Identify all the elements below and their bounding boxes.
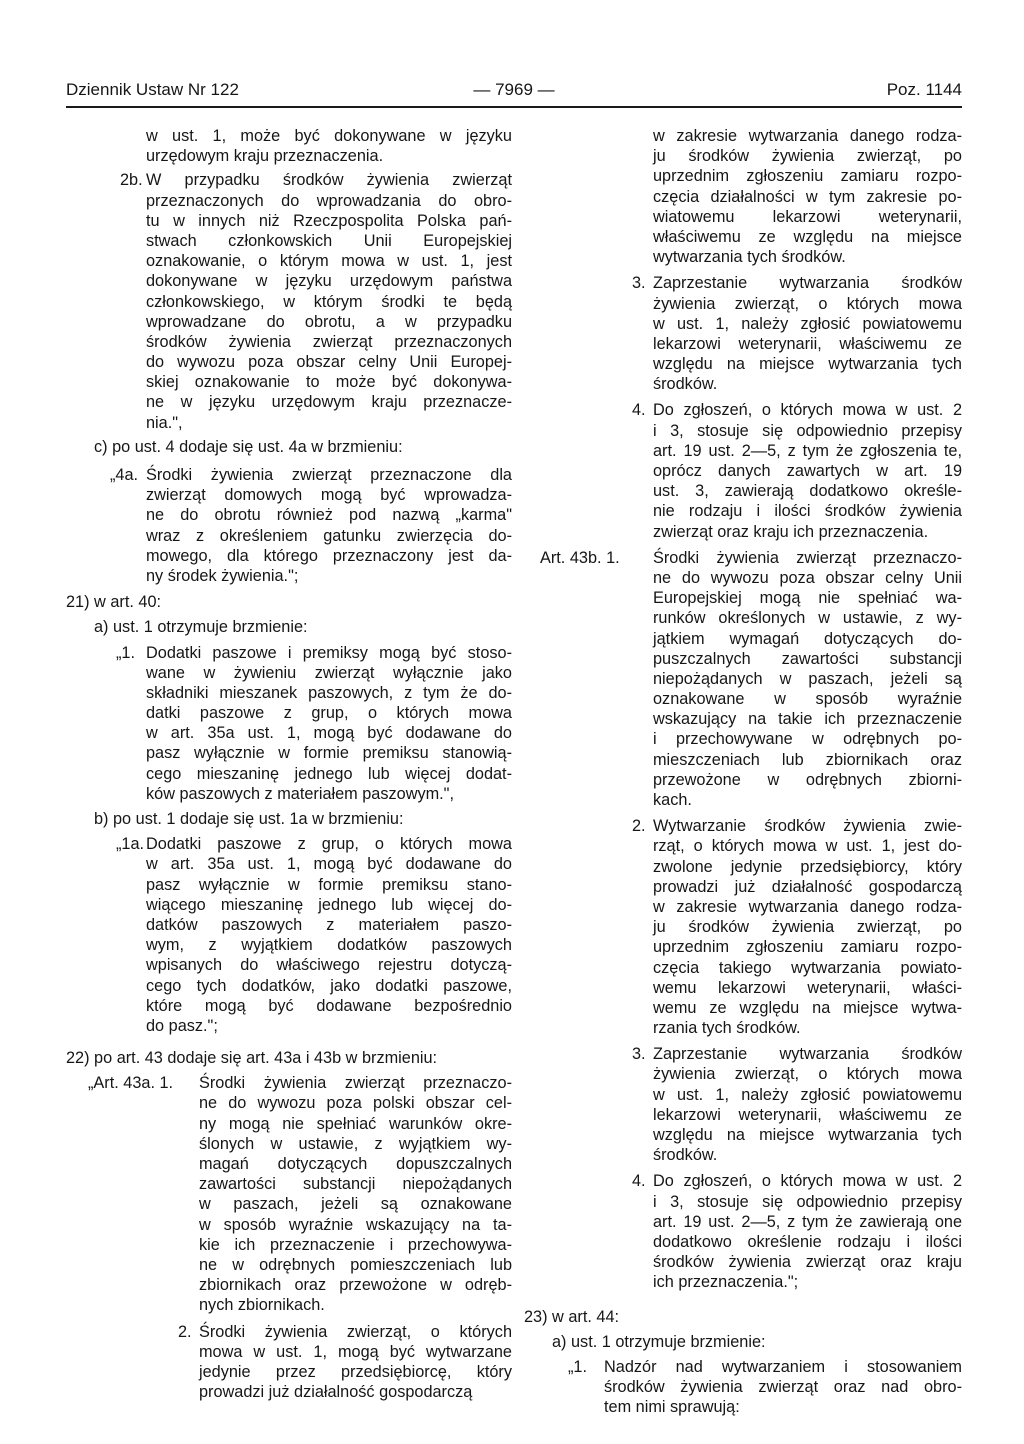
text-line: Nadzór nad wytwarzaniem i stosowaniem	[604, 1357, 962, 1376]
text-line: magań dotyczących dopuszczalnych	[199, 1155, 512, 1173]
page-header	[66, 80, 962, 108]
paragraph-label: 2.	[178, 1322, 192, 1341]
paragraph-label: 3.	[632, 1045, 646, 1064]
paragraph-label: 2b.	[120, 171, 143, 190]
text-line: lekarzowi weterynarii, właściwemu ze	[653, 334, 962, 353]
item-23: 23) w art. 44:	[524, 1307, 620, 1326]
point-b: b) po ust. 1 dodaje się ust. 1a w brzmieniu:	[94, 810, 404, 828]
article-43b-paragraph-4	[632, 1171, 962, 1292]
text-line: środków żywienia zwierząt oraz kraju	[653, 1253, 962, 1272]
article-label: Art. 43b. 1.	[540, 548, 620, 567]
text-line: pasz wyłącznie w formie premiksu stano-	[146, 875, 512, 894]
text-line: tu w innych niż Rzeczpospolita Polska pań-	[146, 211, 512, 230]
text-line: mieszczeniach lub zbiornikach oraz	[653, 750, 962, 769]
text-line: składniki mieszanek paszowych, z tym że do-	[146, 683, 512, 702]
text-line: zbiornikach oraz przewożone w odręb-	[199, 1276, 512, 1295]
text-line: zwolone jedynie przedsiębiorcy, który	[653, 857, 962, 876]
text-line: środków.	[653, 375, 718, 394]
article-43b-paragraph-1	[534, 548, 962, 810]
text-line: wemu ze względu na miejsce wytwa-	[653, 998, 962, 1017]
paragraph-1	[116, 643, 512, 805]
text-line: kach.	[653, 791, 692, 809]
text-line: Zaprzestanie wytwarzania środków	[653, 1045, 962, 1064]
text-line: Europejskiej mogą nie spełniać wa-	[653, 589, 962, 608]
paragraph-label: „4a.	[110, 466, 139, 484]
text-line: nie rodzaju i ilości środków żywienia	[653, 502, 962, 521]
text-line: nia.",	[146, 413, 183, 432]
text-line: niepożądanych w paszach, jeżeli są	[653, 669, 962, 688]
text-line: Zaprzestanie wytwarzania środków	[653, 274, 962, 293]
text-line: do pasz.";	[146, 1016, 218, 1035]
text-line: oznakowanie, o którym mowa w ust. 1, jest	[146, 252, 512, 271]
position-number: Poz. 1144	[886, 80, 962, 99]
text-line: wiącego mieszaninę jednego lub więcej do-	[146, 895, 512, 914]
text-line: środków żywienia zwierząt oraz nad obro-	[604, 1378, 962, 1397]
text-line: jedynie przez przedsiębiorcę, który	[199, 1362, 512, 1381]
text-line: rząt, o których mowa w ust. 1, jest do-	[653, 837, 962, 856]
text-line: nych zbiornikach.	[199, 1296, 325, 1315]
text-line: wprowadzane do obrotu, a w przypadku	[146, 312, 512, 331]
text-line: Wytwarzanie środków żywienia zwie-	[653, 817, 962, 836]
text-line: ślonych w ustawie, z wyjątkiem wy-	[199, 1134, 512, 1153]
text-line: dodatkowo określenie rodzaju i ilości	[653, 1232, 962, 1251]
article-43b-paragraph-3	[632, 1044, 962, 1165]
text-line: datki paszowe z grup, o których mowa	[146, 704, 512, 723]
text-line: zwierząt oraz kraju ich przeznaczenia.	[653, 522, 929, 541]
text-line: rzania tych środków.	[653, 1019, 801, 1038]
article-43a-paragraph-2-continued	[653, 126, 962, 267]
text-line: skiej oznakowanie to może być dokonywa-	[146, 373, 512, 392]
journal-title: Dziennik Ustaw Nr 122	[66, 80, 239, 99]
text-line: żywienia zwierząt, o których mowa	[653, 1065, 962, 1084]
point-a: a) ust. 1 otrzymuje brzmienie:	[94, 618, 308, 637]
paragraph-label: 2.	[632, 817, 646, 836]
text-line: w paszach, jeżeli są oznakowane	[199, 1195, 512, 1214]
text-line: ne w odrębnych pomieszczeniach lub	[199, 1255, 512, 1274]
text-line: ju środków żywienia zwierząt, po	[653, 147, 962, 166]
text-line: Do zgłoszeń, o których mowa w ust. 2	[653, 1172, 962, 1191]
paragraph-label: „1.	[116, 643, 136, 662]
text-line: art. 19 ust. 2—5, z tym że zawierają one	[653, 1212, 962, 1231]
text-line: w zakresie wytwarzania danego rodza-	[653, 897, 962, 916]
text-line: puszczalnych zawartości substancji	[653, 649, 962, 668]
point-a: a) ust. 1 otrzymuje brzmienie:	[552, 1332, 766, 1351]
text-line: oznakowane w sposób wyraźnie	[653, 690, 962, 709]
text-line: wemu lekarzowi weterynarii, właści-	[653, 978, 962, 997]
article-43a-paragraph-2	[178, 1322, 512, 1403]
text-line: które mogą być dodawane bezpośrednio	[146, 996, 512, 1015]
text-line: jątkiem wymagań dotyczących do-	[653, 629, 962, 648]
paragraph-label: 3.	[632, 274, 646, 293]
text-line: runków określonych w ustawie, z wy-	[653, 609, 962, 628]
paragraph-label: 4.	[632, 1172, 646, 1191]
text-line: stwach członkowskich Unii Europejskiej	[146, 231, 512, 250]
text-line: do wywozu poza obszar celny Unii Europej-	[146, 353, 512, 372]
text-line: i 3, stosuje się odpowiednio przepisy	[653, 1192, 962, 1211]
text-line: ne do wywozu poza polski obszar cel-	[199, 1094, 512, 1113]
text-line: przeznaczonych do wprowadzania do obro-	[146, 191, 512, 210]
item-21: 21) w art. 40:	[66, 593, 162, 612]
text-line: wraz z określeniem gatunku zwierzęcia do-	[146, 526, 512, 545]
text-line: zwierząt domowych mogą być wprowadza-	[146, 486, 512, 505]
text-line: w ust. 1, należy zgłosić powiatowemu	[653, 314, 962, 333]
text-line: oprócz danych zawartych w art. 19	[653, 462, 962, 480]
text-line: uprzednim zgłoszeniu zamiaru rozpo-	[653, 938, 962, 957]
text-line: członkowskiego, w którym środki te będą	[146, 292, 512, 311]
text-line: W przypadku środków żywienia zwierząt	[146, 171, 512, 190]
text-line: ny środek żywienia.";	[146, 566, 299, 585]
text-line: uprzednim zgłoszeniu zamiaru rozpo-	[653, 167, 962, 186]
text-line: w ust. 1, należy zgłosić powiatowemu	[653, 1085, 962, 1104]
text-line: Środki żywienia zwierząt przeznaczo-	[199, 1074, 512, 1093]
text-line: Dodatki paszowe z grup, o których mowa	[146, 835, 512, 854]
text-line: i przechowywane w odrębnych po-	[653, 730, 962, 749]
text-line: cego tych dodatków, jako dodatki paszowe,	[146, 976, 512, 995]
text-line: środków.	[653, 1146, 718, 1165]
article-43a-paragraph-3	[632, 273, 962, 394]
text-line: wpisanych do właściwego rejestru dotyczą-	[146, 956, 512, 975]
text-line: właściwemu ze względu na miejsce	[653, 227, 962, 246]
text-line: częcia takiego wytwarzania powiato-	[653, 958, 962, 977]
text-line: środków żywienia zwierząt przeznaczonych	[146, 332, 512, 351]
text-line: lekarzowi weterynarii, właściwemu ze	[653, 1105, 962, 1124]
text-line: wym, z wyjątkiem dodatków paszowych	[146, 936, 512, 955]
text-line: prowadzi już działalność gospodarczą	[653, 877, 962, 896]
text-line: w art. 35a ust. 1, mogą być dodawane do	[146, 855, 512, 874]
article-43a-paragraph-4	[632, 400, 962, 541]
text-line: urzędowym kraju przeznaczenia.	[146, 147, 384, 166]
text-line: wskazujący na takie ich przeznaczenie	[653, 710, 962, 729]
text-line: cego mieszaninę jednego lub więcej dodat-	[146, 764, 512, 783]
paragraph-label: 4.	[632, 401, 646, 420]
text-line: ne w języku urzędowym kraju przeznacze-	[146, 393, 512, 412]
text-line: ne do wywozu poza obszar celny Unii	[653, 568, 962, 587]
text-line: wytwarzania tych środków.	[653, 248, 846, 267]
text-line: względu na miejsce wytwarzania tych	[653, 355, 962, 374]
text-line: ne do obrotu również pod nazwą „karma"	[146, 506, 512, 525]
text-line: częcia działalności w tym zakresie po-	[653, 187, 962, 206]
text-line: w zakresie wytwarzania danego rodza-	[653, 127, 962, 145]
text-line: ny mogą nie spełniać warunków okre-	[199, 1114, 512, 1133]
text-line: ju środków żywienia zwierząt, po	[653, 918, 962, 937]
paragraph-label: „1a.	[116, 835, 145, 854]
text-line: w art. 35a ust. 1, mogą być dodawane do	[146, 724, 512, 743]
paragraph-2b	[120, 170, 512, 432]
text-line: art. 19 ust. 2—5, z tym że zgłoszenia te,	[653, 441, 962, 460]
text-line: mowego, dla którego przeznaczony jest da-	[146, 546, 512, 565]
item-22: 22) po art. 43 dodaje się art. 43a i 43b w brzmieniu:	[66, 1049, 438, 1068]
text-line: ków paszowych z materiałem paszowym.",	[146, 784, 454, 803]
paragraph-4a	[110, 465, 512, 586]
right-column	[524, 126, 962, 1417]
text-line: prowadzi już działalność gospodarczą	[199, 1383, 473, 1402]
text-line: w sposób wyraźnie wskazujący na ta-	[199, 1215, 512, 1234]
text-line: wane w żywieniu zwierząt wyłącznie jako	[146, 663, 512, 682]
text-line: Do zgłoszeń, o których mowa w ust. 2	[653, 401, 962, 420]
article-43b-paragraph-2	[632, 816, 962, 1038]
text-line: ich przeznaczenia.";	[653, 1273, 799, 1292]
text-line: w ust. 1, może być dokonywane w języku	[146, 127, 512, 145]
paragraph-1a	[116, 834, 512, 1036]
text-line: Dodatki paszowe i premiksy mogą być stoso-	[146, 643, 512, 662]
text-line: dokonywane w języku urzędowym państwa	[146, 272, 512, 291]
text-line: pasz wyłącznie w formie premiksu stanowią-	[146, 744, 512, 763]
left-column	[66, 126, 512, 1402]
article-43a-paragraph-1	[88, 1073, 512, 1315]
text-line: kie ich przeznaczenie i przechowywa-	[199, 1235, 512, 1254]
text-line: przewożone w odrębnych zbiorni-	[653, 770, 962, 789]
text-line: mowa w ust. 1, mogą być wytwarzane	[199, 1342, 512, 1361]
paragraph-2a-tail	[146, 126, 512, 166]
text-line: zawartości substancji niepożądanych	[199, 1175, 512, 1194]
text-line: ust. 3, zawierają dodatkowo określe-	[653, 482, 962, 501]
page-number: — 7969 —	[473, 80, 555, 99]
paragraph-1	[568, 1357, 962, 1418]
text-line: Środki żywienia zwierząt przeznaczo-	[653, 548, 962, 567]
point-c: c) po ust. 4 dodaje się ust. 4a w brzmieniu:	[94, 437, 403, 456]
text-line: Środki żywienia zwierząt, o których	[199, 1322, 512, 1341]
paragraph-label: „1.	[568, 1357, 588, 1376]
article-label: „Art. 43a. 1.	[88, 1074, 174, 1093]
text-line: względu na miejsce wytwarzania tych	[653, 1126, 962, 1144]
text-line: Środki żywienia zwierząt przeznaczone dla	[146, 466, 512, 484]
text-line: wiatowemu lekarzowi weterynarii,	[653, 207, 962, 226]
text-line: i 3, stosuje się odpowiednio przepisy	[653, 421, 962, 440]
text-line: żywienia zwierząt, o których mowa	[653, 294, 962, 313]
text-line: tem nimi sprawują:	[604, 1398, 740, 1417]
text-line: datków paszowych z materiałem paszo-	[146, 915, 512, 934]
